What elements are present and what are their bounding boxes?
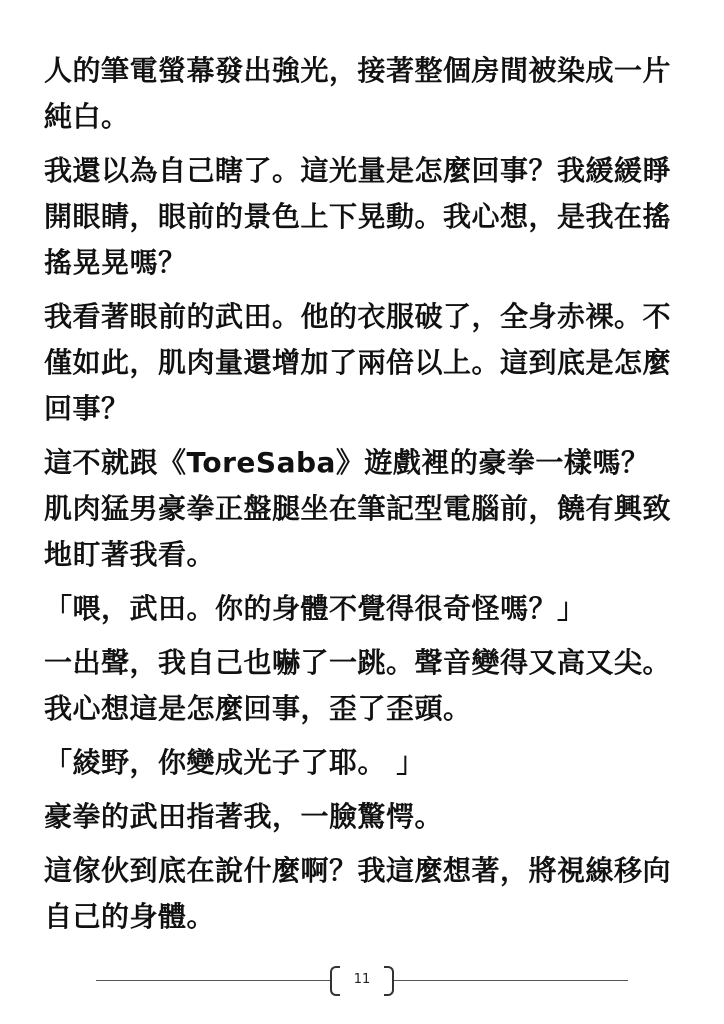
paragraph-9: 這傢伙到底在說什麼啊？我這麼想著，將視線移向自己的身體。: [44, 854, 672, 933]
page-number: 11: [353, 972, 371, 987]
paragraph-6: 一出聲，我自己也嚇了一跳。聲音變得又高又尖。我心想這是怎麼回事，歪了歪頭。: [44, 646, 672, 725]
footer-bracket-right: [384, 966, 394, 996]
paragraph-5: 「喂，武田。你的身體不覺得很奇怪嗎？」: [44, 592, 586, 625]
paragraph-4: 這不就跟《ToreSaba》遊戲裡的豪拳一樣嗎？ 肌肉猛男豪拳正盤腿坐在筆記型電腦前，饒有興致地盯著我看。: [44, 446, 672, 571]
paragraph-7: 「綾野，你變成光子了耶。 」: [44, 746, 425, 779]
paragraph-1: 人的筆電螢幕發出強光，接著整個房間被染成一片純白。: [44, 54, 672, 133]
paragraph-8: 豪拳的武田指著我，一臉驚愕。: [44, 800, 444, 833]
page-footer: [96, 964, 628, 996]
paragraph-2: 我還以為自己瞎了。這光量是怎麼回事？我緩緩睜開眼睛，眼前的景色上下晃動。我心想，是我在搖搖晃晃嗎？: [44, 154, 672, 279]
paragraph-3: 我看著眼前的武田。他的衣服破了，全身赤裸。不僅如此，肌肉量還增加了兩倍以上。這到底是怎麼回事？: [44, 300, 672, 425]
footer-rule-right: [394, 980, 628, 981]
footer-bracket-left: [330, 966, 340, 996]
footer-rule-left: [96, 980, 330, 981]
page-body: [44, 48, 684, 948]
